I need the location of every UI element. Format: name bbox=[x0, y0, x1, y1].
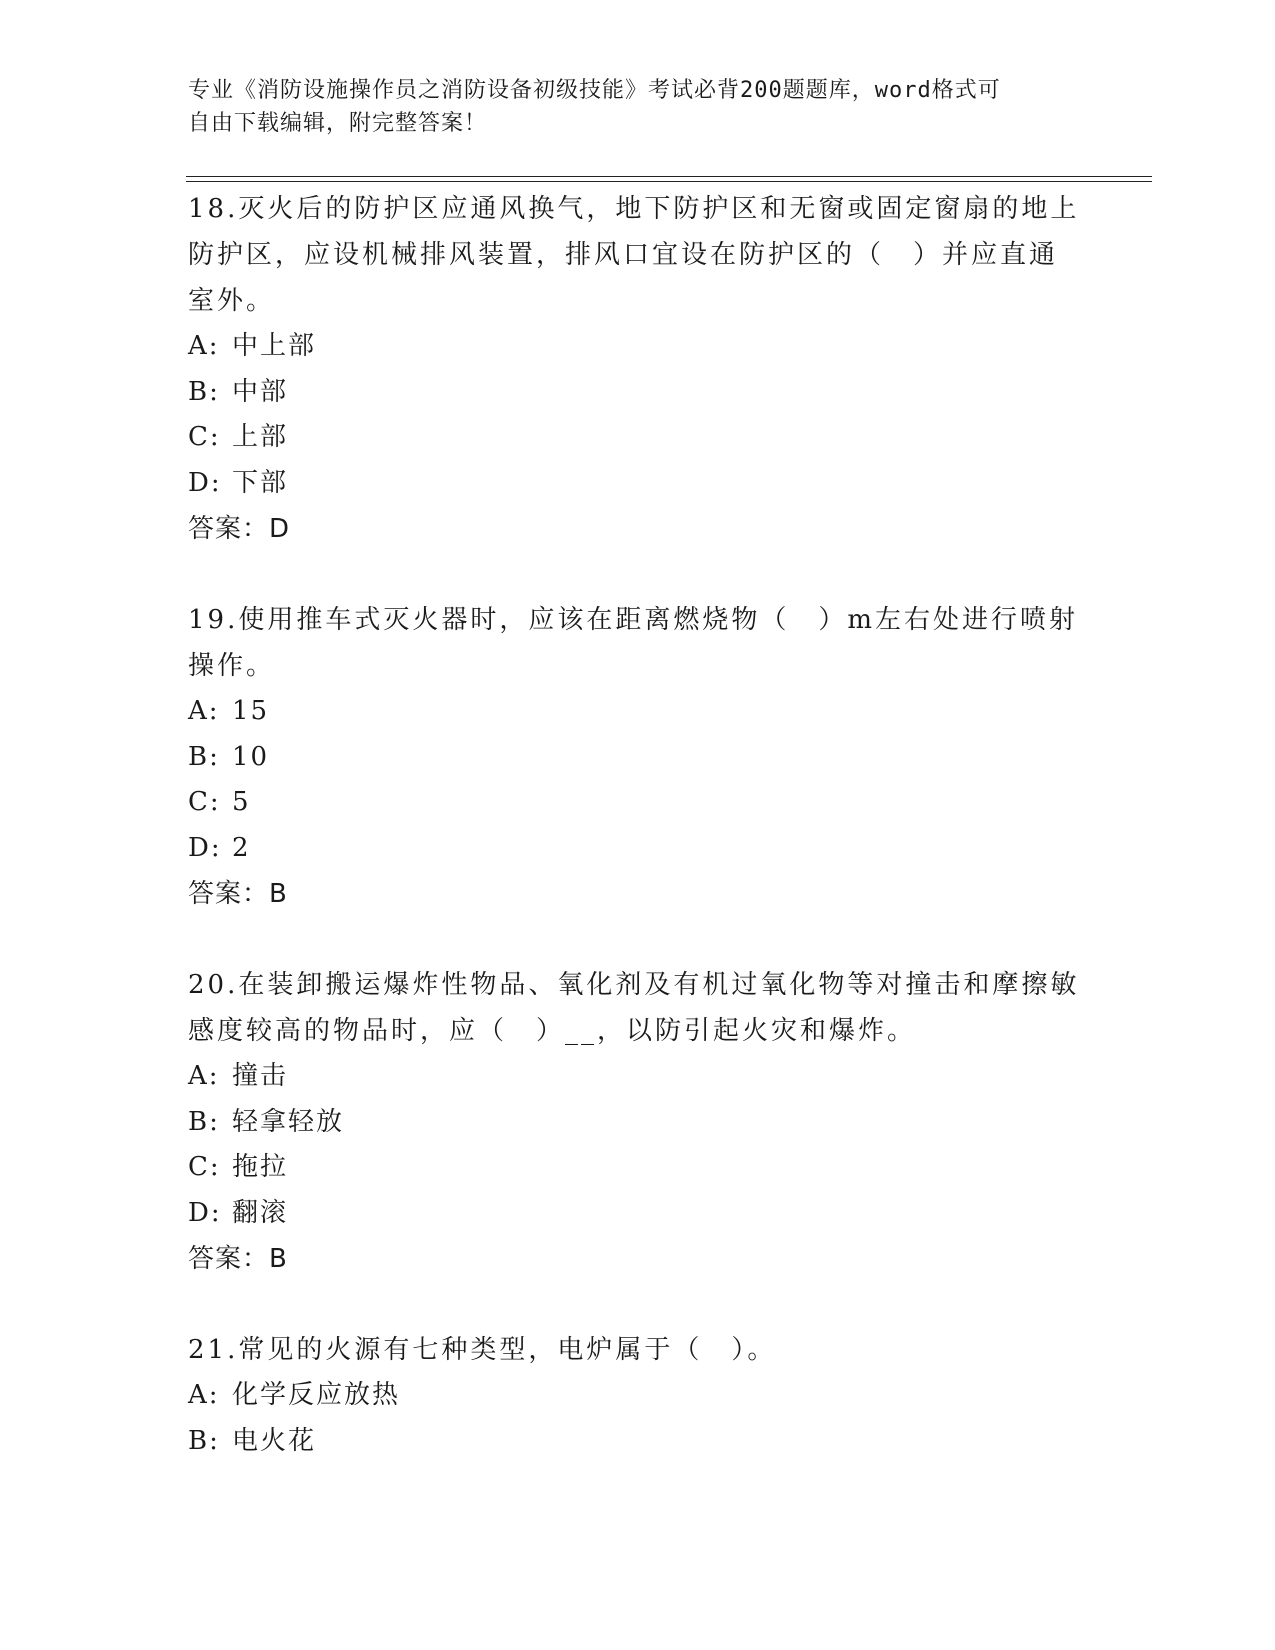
option-text: 中部 bbox=[232, 376, 289, 407]
question-line: 20.在装卸搬运爆炸性物品、氧化剂及有机过氧化物等对撞击和摩擦敏 bbox=[188, 970, 1080, 1000]
question-line: 操作。 bbox=[188, 651, 276, 681]
question-21 bbox=[188, 1327, 1088, 1464]
option-text: 电火花 bbox=[232, 1425, 317, 1456]
option-letter: D: bbox=[188, 1197, 222, 1228]
question-list bbox=[188, 186, 1088, 1509]
option-letter: A: bbox=[188, 1380, 220, 1410]
option-d bbox=[188, 1191, 1088, 1237]
option-b bbox=[188, 1100, 1088, 1146]
header-line-2: 自由下载编辑，附完整答案！ bbox=[188, 111, 488, 136]
question-line: 21.常见的火源有七种类型，电炉属于（ ）。 bbox=[188, 1335, 777, 1365]
option-letter: D: bbox=[188, 467, 222, 498]
question-text bbox=[188, 186, 1088, 324]
option-d bbox=[188, 461, 1088, 507]
option-letter: B: bbox=[188, 1106, 220, 1137]
question-text bbox=[188, 597, 1088, 689]
option-letter: A: bbox=[188, 696, 220, 726]
question-line: 18.灭火后的防护区应通风换气，地下防护区和无窗或固定窗扇的地上 bbox=[188, 194, 1080, 224]
question-line: 19.使用推车式灭火器时，应该在距离燃烧物（ ）m左右处进行喷射 bbox=[188, 605, 1079, 635]
option-b bbox=[188, 735, 1088, 781]
question-line: 室外。 bbox=[188, 286, 276, 316]
option-letter: C: bbox=[188, 422, 221, 452]
option-text: 下部 bbox=[232, 467, 289, 498]
question-19 bbox=[188, 597, 1088, 917]
option-text: 撞击 bbox=[232, 1061, 289, 1091]
option-text: 10 bbox=[232, 741, 270, 772]
option-text: 中上部 bbox=[232, 331, 317, 361]
option-text: 翻滚 bbox=[232, 1197, 289, 1228]
document-header bbox=[188, 74, 1088, 140]
option-a bbox=[188, 324, 1088, 370]
question-line: 防护区，应设机械排风装置，排风口宜设在防护区的（ ）并应直通 bbox=[188, 240, 1059, 270]
option-letter: C: bbox=[188, 1152, 221, 1182]
question-text bbox=[188, 1327, 1088, 1373]
header-line-1: 专业《消防设施操作员之消防设备初级技能》考试必背200题题库，word格式可 bbox=[188, 78, 1001, 103]
question-line: 感度较高的物品时，应（ ）__，以防引起火灾和爆炸。 bbox=[188, 1016, 917, 1046]
question-text bbox=[188, 962, 1088, 1054]
option-text: 拖拉 bbox=[232, 1152, 289, 1182]
answer-line: 答案：B bbox=[188, 1244, 288, 1274]
option-letter: B: bbox=[188, 1425, 220, 1456]
option-text: 15 bbox=[232, 696, 270, 726]
option-c bbox=[188, 415, 1088, 461]
option-letter: B: bbox=[188, 376, 220, 407]
option-text: 5 bbox=[232, 787, 251, 817]
option-text: 轻拿轻放 bbox=[232, 1106, 345, 1137]
option-letter: C: bbox=[188, 787, 221, 817]
option-text: 化学反应放热 bbox=[232, 1380, 401, 1410]
header-rule-bottom bbox=[186, 181, 1152, 182]
question-20 bbox=[188, 962, 1088, 1282]
option-c bbox=[188, 1145, 1088, 1191]
answer-line: 答案：D bbox=[188, 514, 291, 544]
option-b bbox=[188, 1419, 1088, 1465]
option-b bbox=[188, 370, 1088, 416]
option-letter: A: bbox=[188, 1061, 220, 1091]
option-letter: D: bbox=[188, 832, 222, 863]
question-18 bbox=[188, 186, 1088, 552]
option-letter: A: bbox=[188, 331, 220, 361]
option-a bbox=[188, 689, 1088, 735]
option-d bbox=[188, 826, 1088, 872]
answer-line: 答案：B bbox=[188, 879, 288, 909]
option-text: 上部 bbox=[232, 422, 289, 452]
option-a bbox=[188, 1054, 1088, 1100]
option-text: 2 bbox=[232, 832, 251, 863]
header-rule-top bbox=[186, 176, 1152, 177]
option-letter: B: bbox=[188, 741, 220, 772]
option-a bbox=[188, 1373, 1088, 1419]
option-c bbox=[188, 780, 1088, 826]
